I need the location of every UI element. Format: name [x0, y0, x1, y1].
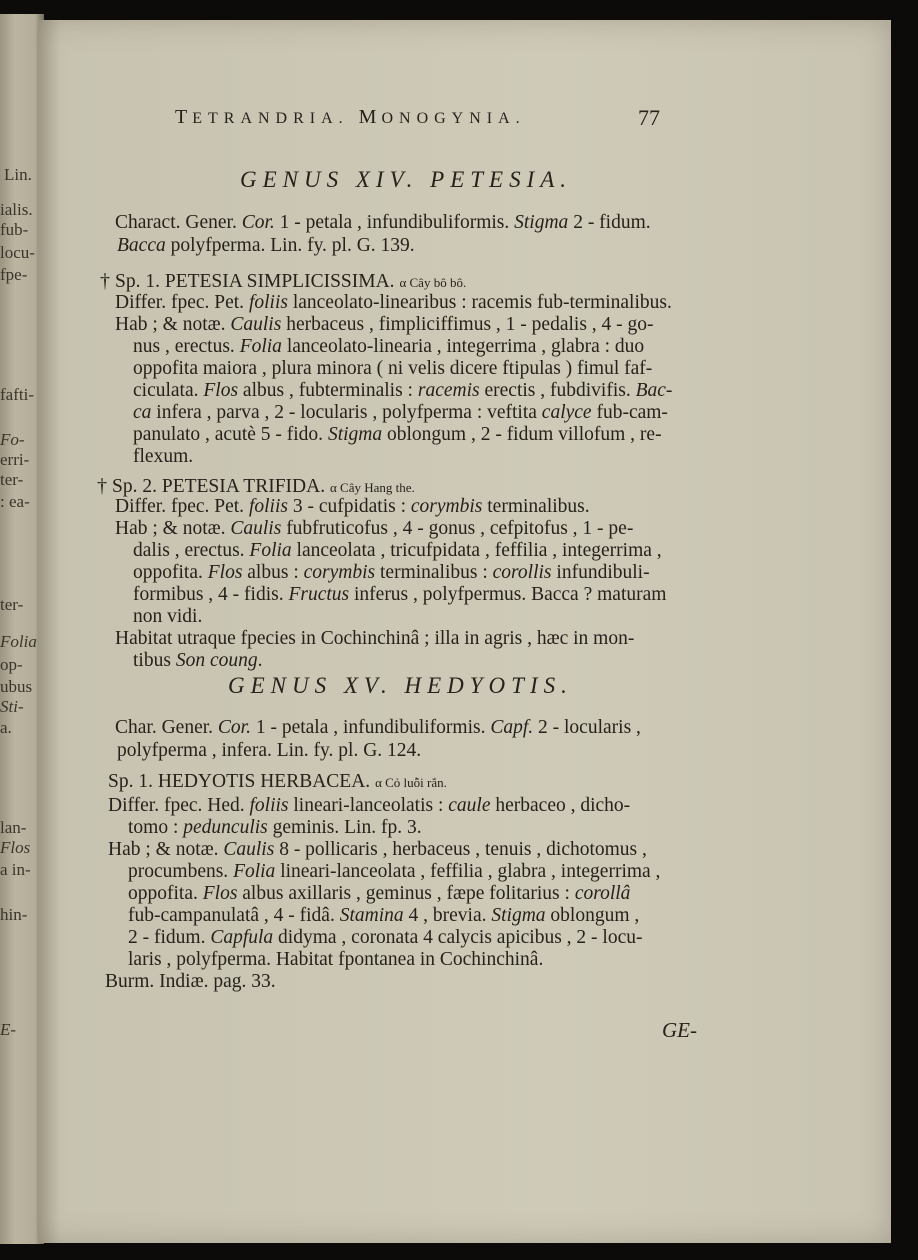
- description-line: [128, 949, 543, 971]
- description-line: [133, 584, 666, 606]
- vernacular-name: α Cây Hang the.: [329, 480, 415, 495]
- text-run: Burm. Indiæ. pag. 33.: [105, 971, 276, 992]
- description-line: [115, 518, 633, 540]
- left-margin-fragment: fub-: [0, 220, 29, 239]
- text-run: oppofita.: [133, 562, 208, 583]
- catchword: GE-: [662, 1018, 697, 1042]
- description-line: [115, 314, 654, 336]
- italic-term: caule: [448, 795, 491, 816]
- italic-term: racemis: [417, 380, 480, 401]
- italic-term: Flos: [203, 380, 239, 401]
- left-margin-fragment: a in-: [0, 860, 31, 879]
- description-line: [128, 817, 422, 839]
- genus-heading: GENUS XIV. PETESIA.: [240, 167, 573, 192]
- text-run: lanceolato-linearibus : racemis fub-terminalibus.: [287, 292, 672, 313]
- running-head-initial: M: [358, 106, 382, 128]
- italic-term: Folia: [239, 336, 282, 357]
- description-line: [128, 927, 642, 949]
- left-margin-fragment: a.: [0, 718, 12, 737]
- text-run: Differ. fpec. Hed.: [108, 795, 250, 816]
- species-name: Sp. 1. PETESIA SIMPLICISSIMA.: [115, 271, 400, 292]
- text-run: lanceolato-linearia , integerrima , glabra : duo: [281, 336, 645, 357]
- text-run: inferus , polyfpermus. Bacca ? maturam: [349, 584, 667, 605]
- italic-term: Capf.: [490, 717, 534, 738]
- text-run: fub-cam-: [591, 402, 668, 423]
- left-margin-fragment: Folia: [0, 632, 37, 651]
- text-run: 2 - fidum.: [568, 212, 651, 233]
- species-differentia: [115, 496, 590, 518]
- text-run: terminalibus.: [482, 496, 590, 517]
- text-run: flexum.: [133, 446, 194, 467]
- text-run: fub-campanulatâ , 4 - fidâ.: [128, 905, 340, 926]
- description-line: [133, 380, 672, 402]
- left-margin-fragment: hin-: [0, 905, 28, 924]
- description-line: [105, 971, 276, 993]
- text-run: ciculata.: [133, 380, 204, 401]
- left-margin-fragment: ialis.: [0, 200, 33, 219]
- text-run: 2 - fidum.: [128, 927, 211, 948]
- text-run: herbaceus , fimpliciffimus , 1 - pedalis , 4 - go-: [281, 314, 654, 335]
- italic-term: calyce: [541, 402, 592, 423]
- description-line: [133, 446, 193, 468]
- vernacular-name: α Cỏ luỗi rắn.: [375, 775, 447, 790]
- text-run: Habitat utraque fpecies in Cochinchinâ ; illa in agris , hæc in mon-: [115, 628, 635, 649]
- vernacular-name: α Cây bô bô.: [399, 275, 467, 290]
- italic-term: Fructus: [288, 584, 350, 605]
- text-run: albus axillaris , geminus , fæpe folitarius :: [237, 883, 575, 904]
- text-run: geminis. Lin. fp. 3.: [267, 817, 422, 838]
- species-name: Sp. 2. PETESIA TRIFIDA.: [112, 476, 330, 497]
- description-line: [133, 650, 262, 672]
- text-run: non vidi.: [133, 606, 203, 627]
- left-margin-fragment: locu-: [0, 243, 35, 262]
- text-run: 1 - petala , infundibuliformis.: [274, 212, 515, 233]
- text-run: 3 - cufpidatis :: [287, 496, 411, 517]
- text-run: oppofita maiora , plura minora ( ni velis dicere ftipulas ) fimul faf-: [133, 358, 653, 379]
- text-run: Differ. fpec. Pet.: [115, 496, 249, 517]
- text-run: 4 , brevia.: [403, 905, 492, 926]
- left-margin-fragment: lan-: [0, 818, 27, 837]
- italic-term: corymbis: [303, 562, 376, 583]
- left-margin-fragment: erri-: [0, 450, 30, 469]
- genus-character: [115, 717, 641, 739]
- text-run: lineari-lanceolatis :: [288, 795, 449, 816]
- left-margin-fragment: Lin.: [4, 165, 32, 184]
- text-run: tibus: [133, 650, 176, 671]
- text-run: erectis , fubdivifis.: [479, 380, 636, 401]
- italic-term: Capfula: [210, 927, 274, 948]
- genus-character: [117, 235, 415, 257]
- description-line: [133, 540, 662, 562]
- left-margin-fragment: ubus: [0, 677, 33, 696]
- running-head-rest: ONOGYNIA.: [381, 110, 526, 127]
- text-run: tomo :: [128, 817, 184, 838]
- italic-term: Stigma: [327, 424, 383, 445]
- genus-heading: GENUS XV. HEDYOTIS.: [228, 673, 573, 698]
- text-run: Hab ; & notæ.: [108, 839, 224, 860]
- italic-term: corollis: [492, 562, 552, 583]
- text-run: lineari-lanceolata , feffilia , glabra , integerrima ,: [275, 861, 661, 882]
- italic-term: Flos: [202, 883, 238, 904]
- running-head: [175, 106, 526, 129]
- text-run: infera , parva , 2 - locularis , polyfperma : veftita: [151, 402, 542, 423]
- genus-character: [117, 740, 421, 762]
- text-run: fubfruticofus , 4 - gonus , cefpitofus , 1 - pe-: [281, 518, 634, 539]
- text-run: Hab ; & notæ.: [115, 314, 231, 335]
- italic-term: pedunculis: [183, 817, 268, 838]
- species-title: [108, 771, 447, 794]
- italic-term: foliis: [249, 795, 289, 816]
- text-run: albus :: [242, 562, 304, 583]
- description-line: [128, 883, 630, 905]
- italic-term: foliis: [248, 496, 288, 517]
- text-run: infundibuli-: [551, 562, 650, 583]
- text-run: panulato , acutè 5 - fido.: [133, 424, 328, 445]
- genus-character: [115, 212, 651, 234]
- description-line: [128, 905, 639, 927]
- italic-term: Caulis: [230, 314, 282, 335]
- left-margin-fragment: ter-: [0, 595, 24, 614]
- text-run: 1 - petala , infundibuliformis.: [250, 717, 491, 738]
- italic-term: Bacca: [117, 235, 166, 256]
- description-line: [108, 795, 630, 817]
- dagger-mark: †: [97, 475, 112, 497]
- text-run: 2 - locularis ,: [533, 717, 641, 738]
- left-margin-fragment: ter-: [0, 470, 24, 489]
- text-run: oppofita.: [128, 883, 203, 904]
- left-margin-fragment: fafti-: [0, 385, 34, 404]
- italic-term: Caulis: [230, 518, 282, 539]
- text-run: albus , fubterminalis :: [238, 380, 418, 401]
- description-line: [133, 358, 652, 380]
- text-run: herbaceo , dicho-: [490, 795, 631, 816]
- italic-term: Bac-: [635, 380, 673, 401]
- description-line: [133, 336, 644, 358]
- description-line: [133, 562, 650, 584]
- page-number: 77: [638, 105, 660, 130]
- italic-term: Cor.: [217, 717, 251, 738]
- italic-term: Cor.: [241, 212, 275, 233]
- left-margin-fragment: Sti-: [0, 697, 24, 716]
- italic-term: Son coung: [175, 650, 258, 671]
- description-line: [133, 606, 202, 628]
- text-run: Differ. fpec. Pet.: [115, 292, 249, 313]
- italic-term: Stigma: [514, 212, 569, 233]
- left-margin-fragment: E-: [0, 1020, 17, 1039]
- text-run: .: [257, 650, 263, 671]
- text-run: Hab ; & notæ.: [115, 518, 231, 539]
- italic-term: corymbis: [410, 496, 483, 517]
- description-line: [115, 628, 634, 650]
- text-run: formibus , 4 - fidis.: [133, 584, 289, 605]
- text-run: lanceolata , tricufpidata , feffilia , integerrima ,: [291, 540, 662, 561]
- species-differentia: [115, 292, 672, 314]
- dagger-mark: †: [100, 270, 115, 292]
- description-line: [128, 861, 660, 883]
- running-head-rest: ETRANDRIA.: [192, 110, 359, 127]
- description-line: [133, 402, 668, 424]
- italic-term: Stigma: [491, 905, 546, 926]
- text-run: Charact. Gener.: [115, 212, 242, 233]
- text-run: oblongum ,: [545, 905, 640, 926]
- italic-term: corollâ: [574, 883, 631, 904]
- description-line: [133, 424, 662, 446]
- text-run: Char. Gener.: [115, 717, 218, 738]
- italic-term: Flos: [207, 562, 243, 583]
- left-margin-fragment: op-: [0, 655, 23, 674]
- text-run: didyma , coronata 4 calycis apicibus , 2 - locu-: [273, 927, 643, 948]
- text-run: 8 - pollicaris , herbaceus , tenuis , dichotomus ,: [274, 839, 647, 860]
- italic-term: Folia: [249, 540, 292, 561]
- text-run: nus , erectus.: [133, 336, 240, 357]
- text-run: terminalibus :: [375, 562, 493, 583]
- italic-term: Stamina: [339, 905, 404, 926]
- text-run: oblongum , 2 - fidum villofum , re-: [382, 424, 662, 445]
- text-run: procumbens.: [128, 861, 234, 882]
- italic-term: ca: [133, 402, 152, 423]
- left-margin-fragment: fpe-: [0, 265, 28, 284]
- italic-term: foliis: [248, 292, 288, 313]
- text-run: polyfperma. Lin. fy. pl. G. 139.: [165, 235, 415, 256]
- species-name: Sp. 1. HEDYOTIS HERBACEA.: [108, 771, 376, 792]
- left-margin-fragment: : ea-: [0, 492, 30, 511]
- italic-term: Folia: [233, 861, 276, 882]
- species-title: [100, 270, 466, 294]
- text-run: laris , polyfperma. Habitat fpontanea in Cochinchinâ.: [128, 949, 544, 970]
- left-margin-fragment: Fo-: [0, 430, 25, 449]
- text-run: dalis , erectus.: [133, 540, 250, 561]
- text-run: polyfperma , infera. Lin. fy. pl. G. 124.: [117, 740, 422, 761]
- left-margin-fragment: Flos: [0, 838, 31, 857]
- running-head-initial: T: [175, 106, 193, 128]
- description-line: [108, 839, 647, 861]
- italic-term: Caulis: [223, 839, 275, 860]
